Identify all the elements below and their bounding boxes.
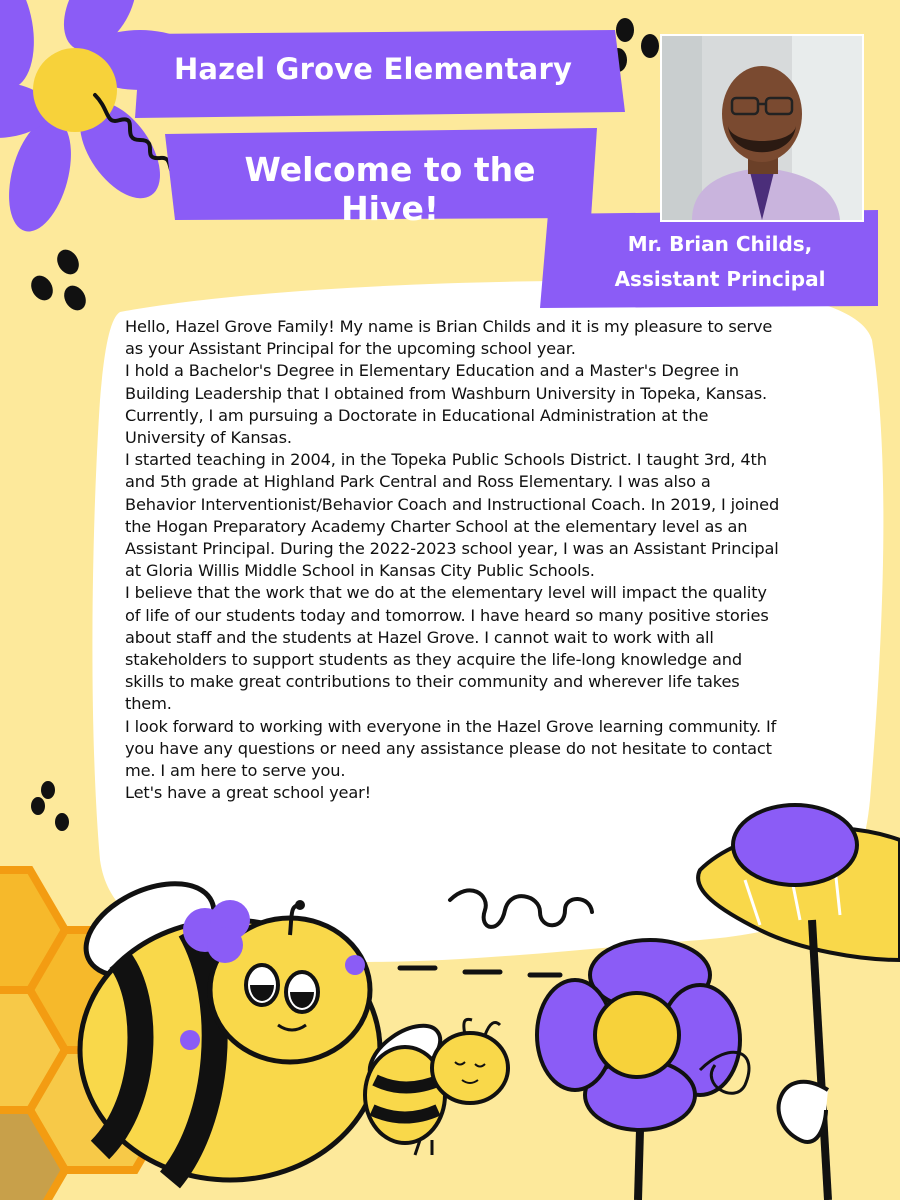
name-banner — [540, 210, 878, 308]
profile-title: Assistant Principal — [614, 267, 826, 291]
portrait-image — [662, 36, 862, 220]
flower-icon — [537, 940, 749, 1200]
profile-name: Mr. Brian Childs, — [627, 232, 813, 256]
letter-paragraph-closing: Let's have a great school year! — [125, 783, 371, 803]
portrait-photo — [660, 34, 864, 222]
bee-icon — [360, 1014, 508, 1155]
letter-paragraph-experience: I started teaching in 2004, in the Topeka Public Schools District. I taught 3rd, 4th and 5th grade at Highland Park Central and Ross Elementary. I was also a Behavior Interventionist/Behavior Coach and Instructional Coach. In 2019, I joined the Hogan Preparatory Academy Charter School at the elementary level as an Assistant Principal. During the 2022-2023 school year, I was an Assistant Principal at Gloria Willis Middle School in Kansas City Public Schools. — [125, 450, 780, 581]
school-name: Hazel Grove Elementary — [173, 52, 573, 86]
letter-paragraph-contact: I look forward to working with everyone in the Hazel Grove learning community. If you have any questions or need any assistance please do not hesitate to contact me. I am here to serve you. — [125, 716, 777, 781]
letter-paragraph-education: I hold a Bachelor's Degree in Elementary Education and a Master's Degree in Building Leadership that I obtained from Washburn University in Topeka, Kansas. Currently, I am pursuing a Doctorate in Educational Administration at the University of Kansas. — [125, 361, 768, 448]
letter-body — [125, 316, 785, 804]
dash-line — [400, 968, 560, 975]
letter-paragraph-beliefs: I believe that the work that we do at the elementary level will impact the quality of life of our students today and tomorrow. I have heard so many positive stories about staff and the students at Hazel Grove. I cannot wait to work with all stakeholders to support students as they acquire the life-long knowledge and skills to make great contributions to their community and wherever life takes them. — [125, 583, 769, 714]
letter-paragraph-greeting: Hello, Hazel Grove Family! My name is Brian Childs and it is my pleasure to serve as your Assistant Principal for the upcoming school year. — [125, 317, 773, 359]
welcome-heading: Welcome to the Hive! — [244, 150, 536, 228]
